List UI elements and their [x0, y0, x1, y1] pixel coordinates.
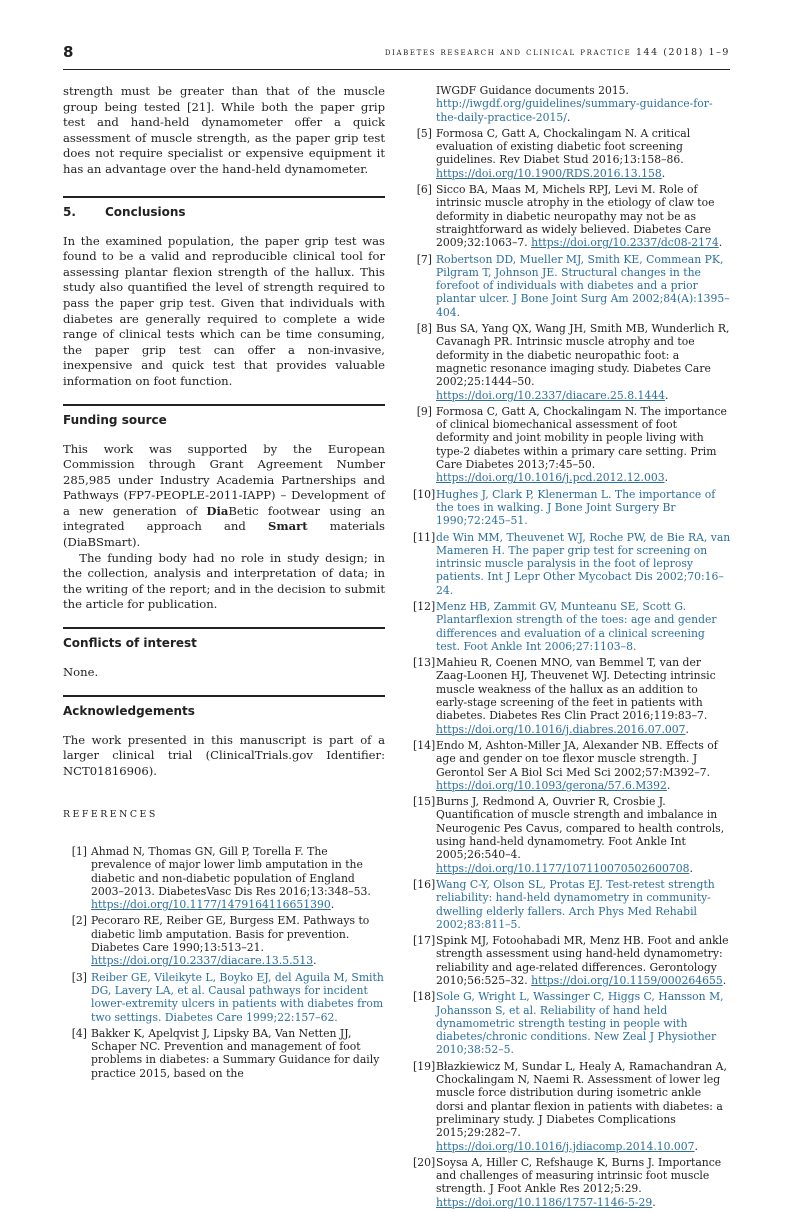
- reference-text: [436, 600, 731, 653]
- reference-citation: Formosa C, Gatt A, Chockalingam N. A critical evaluation of existing diabetic foot screening guidelines. Rev Diabet Stud 2016;13:158–86.: [436, 126, 691, 167]
- reference-text: [91, 914, 385, 967]
- acknowledgements-text: The work presented in this manuscript is part of a larger clinical trial (ClinicalTrials.gov Identifier: NCT01816906).: [63, 732, 385, 778]
- doi-link[interactable]: https://doi.org/10.1093/gerona/57.6.M392: [436, 778, 667, 792]
- reference-number: [413, 84, 436, 124]
- reference-number: [8]: [416, 322, 432, 336]
- doi-link[interactable]: https://doi.org/10.2337/dc08-2174: [531, 236, 719, 250]
- reference-number: [10]: [413, 487, 436, 501]
- reference-number: [18]: [413, 990, 436, 1004]
- reference-text: [436, 253, 731, 319]
- reference-text: [436, 1060, 731, 1153]
- reference-item: [413, 253, 731, 319]
- reference-citation[interactable]: Robertson DD, Mueller MJ, Smith KE, Commean PK, Pilgram T, Johnson JE. Structural changes in the forefoot of individuals with diabetes and a prior plantar ulcer. J Bone Joint Surg Am 2002;84(A):1395–404.: [436, 252, 730, 319]
- reference-item: [413, 531, 731, 597]
- reference-item: [413, 990, 731, 1056]
- reference-citation: Pecoraro RE, Reiber GE, Burgess EM. Pathways to diabetic limb amputation. Basis for prevention. Diabetes Care 1990;13:513–21.: [91, 914, 370, 955]
- reference-tail: .: [661, 166, 666, 180]
- reference-item: [413, 127, 731, 180]
- reference-citation[interactable]: de Win MM, Theuvenet WJ, Roche PW, de Bie RA, van Mameren H. The paper grip test for screening on intrinsic muscle paralysis in the foot of leprosy patients. Int J Lepr Other Mycobact Dis 2002;70:16–24.: [436, 530, 731, 597]
- reference-item: [413, 322, 731, 402]
- reference-text: [436, 795, 731, 875]
- reference-tail: .: [666, 778, 671, 792]
- reference-text: [436, 878, 731, 931]
- reference-item: [63, 1027, 385, 1080]
- reference-text: [436, 405, 731, 485]
- doi-link[interactable]: https://doi.org/10.2337/diacare.25.8.1444: [436, 388, 666, 402]
- reference-number: [16]: [413, 877, 436, 891]
- doi-link[interactable]: https://doi.org/10.1159/000264655: [531, 974, 723, 987]
- reference-number: [19]: [413, 1059, 436, 1073]
- reference-text: [436, 990, 731, 1056]
- reference-number: [3]: [71, 970, 87, 984]
- reference-number: [9]: [416, 404, 432, 418]
- journal-running-title: diabetes research and clinical practice 144 (2018) 1–9: [384, 47, 730, 58]
- doi-link[interactable]: https://doi.org/10.1016/j.pcd.2012.12.003: [436, 471, 665, 485]
- funding-heading: Funding source: [63, 404, 385, 428]
- reference-text: [436, 934, 731, 987]
- right-column: [413, 84, 731, 1212]
- reference-citation[interactable]: Wang C-Y, Olson SL, Protas EJ. Test-retest strength reliability: hand-held dynamometry in community-dwelling elderly fallers. Arch Phys Med Rehabil 2002;83:811–5.: [436, 877, 715, 931]
- reference-text: [91, 845, 385, 911]
- reference-number: [20]: [413, 1155, 436, 1169]
- reference-citation: Spink MJ, Fotoohabadi MR, Menz HB. Foot and ankle strength assessment using hand-held dynamometry: reliability and age-related differences. Gerontology 2010;56:525–32.: [436, 934, 729, 987]
- reference-item: [413, 656, 731, 736]
- funding-text: This work was supported by the European Commission through Grant Agreement Number 285,985 under Industry Academia Partnerships and Pathways (FP7-PEOPLE-2011-IAPP) – Development of a new generation of DiaBetic footwear using an integrated approach and Smart materials (DiaBSmart).: [63, 441, 385, 550]
- reference-tail: .: [566, 110, 571, 124]
- reference-text: [436, 656, 731, 736]
- reference-number: [11]: [413, 530, 436, 544]
- reference-citation: Endo M, Ashton-Miller JA, Alexander NB. Effects of age and gender on toe flexor muscle strength. J Gerontol Ser A Biol Sci Med Sci 2002;57:M392–7.: [436, 738, 718, 779]
- reference-item: [413, 405, 731, 485]
- reference-text: [436, 127, 731, 180]
- reference-citation[interactable]: Hughes J, Clark P, Klenerman L. The importance of the toes in walking. J Bone Joint Surgery Br 1990;72:245–51.: [436, 487, 716, 528]
- references-list-right: [413, 84, 731, 1209]
- reference-number: [13]: [413, 656, 436, 670]
- reference-number: [14]: [413, 738, 436, 752]
- page-header: [63, 43, 730, 70]
- intro-paragraph: strength must be greater than that of the muscle group being tested [21]. While both the paper grip test and hand-held dynamometer offer a quick assessment of muscle strength, as the paper grip test does not require specialist or expensive equipment it has an advantage over the hand-held dynamometer.: [63, 84, 385, 176]
- reference-item: [63, 914, 385, 967]
- reference-item: [413, 1060, 731, 1153]
- reference-tail: .: [652, 1195, 656, 1209]
- reference-item: [413, 488, 731, 528]
- reference-citation[interactable]: Sole G, Wright L, Wassinger C, Higgs C, Hansson M, Johansson S, et al. Reliability of hand held dynamometric strength testing in people with diabetes/chronic conditions. New Zeal J Physiother 2010;38:52–5.: [436, 990, 724, 1057]
- doi-link[interactable]: https://doi.org/10.1177/107110070502600708: [436, 861, 690, 875]
- doi-link[interactable]: https://doi.org/10.1900/RDS.2016.13.158: [436, 166, 662, 180]
- reference-item: [413, 1156, 731, 1209]
- reference-citation[interactable]: Reiber GE, Vileikyte L, Boyko EJ, del Aguila M, Smith DG, Lavery LA, et al. Causal pathways for incident lower-extremity ulcers in patients with diabetes from two settings. Diabetes Care 1999;22:157–62.: [91, 970, 384, 1024]
- reference-item: [413, 84, 731, 124]
- reference-citation: Soysa A, Hiller C, Refshauge K, Burns J. Importance and challenges of measuring intrinsic foot muscle strength. J Foot Ankle Res 2012;5:29.: [436, 1155, 722, 1196]
- reference-item: [413, 739, 731, 792]
- reference-text: [91, 971, 385, 1024]
- reference-citation: Bakker K, Apelqvist J, Lipsky BA, Van Netten JJ, Schaper NC. Prevention and management of foot problems in diabetes: a Summary Guidance for daily practice 2015, based on the: [91, 1026, 380, 1080]
- conflicts-heading: Conflicts of interest: [63, 627, 385, 651]
- doi-link[interactable]: https://doi.org/10.2337/diacare.13.5.513: [91, 954, 314, 968]
- reference-item: [413, 600, 731, 653]
- reference-tail: .: [665, 388, 669, 402]
- reference-citation: Burns J, Redmond A, Ouvrier R, Crosbie J. Quantification of muscle strength and imbalance in Neurogenic Pes Cavus, compared to health controls, using hand-held dynamometry. Foot Ankle Int 2005;26:540–4.: [436, 795, 725, 862]
- doi-link[interactable]: https://doi.org/10.1177/1479164116651390: [91, 898, 331, 912]
- references-list-left: [63, 845, 385, 1080]
- reference-number: [12]: [413, 599, 436, 613]
- reference-tail: .: [694, 1139, 698, 1153]
- reference-text: [436, 739, 731, 792]
- doi-link[interactable]: https://doi.org/10.1016/j.jdiacomp.2014.10.007: [436, 1139, 695, 1153]
- conflicts-text: None.: [63, 665, 99, 680]
- reference-citation: Ahmad N, Thomas GN, Gill P, Torella F. The prevalence of major lower limb amputation in the diabetic and non-diabetic population of England 2003–2013. DiabetesVasc Dis Res 2016;13:348–53.: [91, 845, 371, 898]
- left-column: [63, 84, 385, 1083]
- page-number: 8: [63, 43, 74, 61]
- reference-text: [436, 1156, 731, 1209]
- reference-item: [63, 971, 385, 1024]
- reference-item: [413, 934, 731, 987]
- reference-number: [7]: [416, 252, 432, 266]
- reference-tail: .: [722, 974, 727, 987]
- reference-number: [17]: [413, 934, 436, 948]
- conclusions-heading: [63, 196, 385, 220]
- reference-citation: Formosa C, Gatt A, Chockalingam N. The importance of clinical biomechanical assessment of foot deformity and joint mobility in people living with type-2 diabetes within a primary care setting. Prim Care Diabetes 2013;7:45–50.: [436, 404, 727, 472]
- reference-citation[interactable]: Menz HB, Zammit GV, Munteanu SE, Scott G. Plantarflexion strength of the toes: age and gender differences and evaluation of a clinical screening test. Foot Ankle Int 2006;27:1103–8.: [436, 599, 717, 653]
- reference-text: [436, 322, 731, 402]
- section-number: 5.: [63, 204, 76, 219]
- reference-tail: .: [664, 471, 668, 485]
- doi-link[interactable]: https://doi.org/10.1186/1757-1146-5-29: [436, 1195, 653, 1209]
- reference-item: [413, 878, 731, 931]
- reference-item: [413, 183, 731, 249]
- reference-number: [15]: [413, 795, 436, 809]
- reference-item: [63, 845, 385, 911]
- doi-link[interactable]: http://iwgdf.org/guidelines/summary-guidance-for-the-daily-practice-2015/: [436, 97, 713, 124]
- reference-number: [6]: [416, 183, 432, 197]
- reference-tail: .: [685, 722, 689, 736]
- reference-number: [1]: [71, 845, 87, 858]
- reference-tail: .: [718, 236, 723, 250]
- reference-tail: .: [689, 861, 693, 875]
- conclusions-text: In the examined population, the paper grip test was found to be a valid and reproducible clinical tool for assessing plantar flexion strength of the hallux. This study also quantified the level of strength required to pass the paper grip test. Given that individuals with diabetes are generally required to complete a wide range of clinical tests which can be time consuming, the paper grip test can offer a non-invasive, inexpensive and quick test that provides valuable information on foot function.: [63, 233, 385, 388]
- reference-number: [4]: [71, 1026, 87, 1040]
- reference-text: [436, 84, 731, 124]
- reference-text: [436, 531, 731, 597]
- references-heading: REFERENCES: [63, 809, 158, 821]
- reference-text: [436, 183, 731, 249]
- acknowledgements-heading: Acknowledgements: [63, 695, 385, 719]
- reference-number: [2]: [71, 914, 87, 928]
- reference-citation: Bus SA, Yang QX, Wang JH, Smith MB, Wunderlich R, Cavanagh PR. Intrinsic muscle atrophy and toe deformity in the diabetic neuropathic foot: a magnetic resonance imaging study. Diabetes Care 2002;25:1444–50.: [436, 322, 730, 389]
- section-title: Conclusions: [105, 204, 186, 219]
- reference-text: [91, 1027, 385, 1080]
- reference-citation: Mahieu R, Coenen MNO, van Bemmel T, van der Zaag-Loonen HJ, Theuvenet WJ. Detecting intrinsic muscle weakness of the hallux as an addition to early-stage screening of the feet in patients with diabetes. Diabetes Res Clin Pract 2016;119:83–7.: [436, 656, 716, 723]
- reference-citation: IWGDF Guidance documents 2015.: [436, 84, 629, 97]
- reference-tail: .: [313, 954, 317, 968]
- reference-citation: Błazkiewicz M, Sundar L, Healy A, Ramachandran A, Chockalingam N, Naemi R. Assessment of lower leg muscle force distribution during isometric ankle dorsi and plantar flexion in patients with diabetes: a preliminary study. J Diabetes Complications 2015;29:282–7.: [436, 1059, 727, 1140]
- reference-citation: Sicco BA, Maas M, Michels RPJ, Levi M. Role of intrinsic muscle atrophy in the etiology of claw toe deformity in diabetic neuropathy may not be as straightforward as widely believed. Diabetes Care 2009;32:1063–7.: [436, 183, 715, 250]
- reference-number: [5]: [416, 126, 432, 140]
- doi-link[interactable]: https://doi.org/10.1016/j.diabres.2016.07.007: [436, 722, 686, 736]
- reference-text: [436, 488, 731, 528]
- reference-item: [413, 795, 731, 875]
- reference-tail: .: [330, 898, 335, 912]
- funding-role-text: The funding body had no role in study design; in the collection, analysis and interpretation of data; in the writing of the report; and in the decision to submit the article for publication.: [63, 550, 385, 612]
